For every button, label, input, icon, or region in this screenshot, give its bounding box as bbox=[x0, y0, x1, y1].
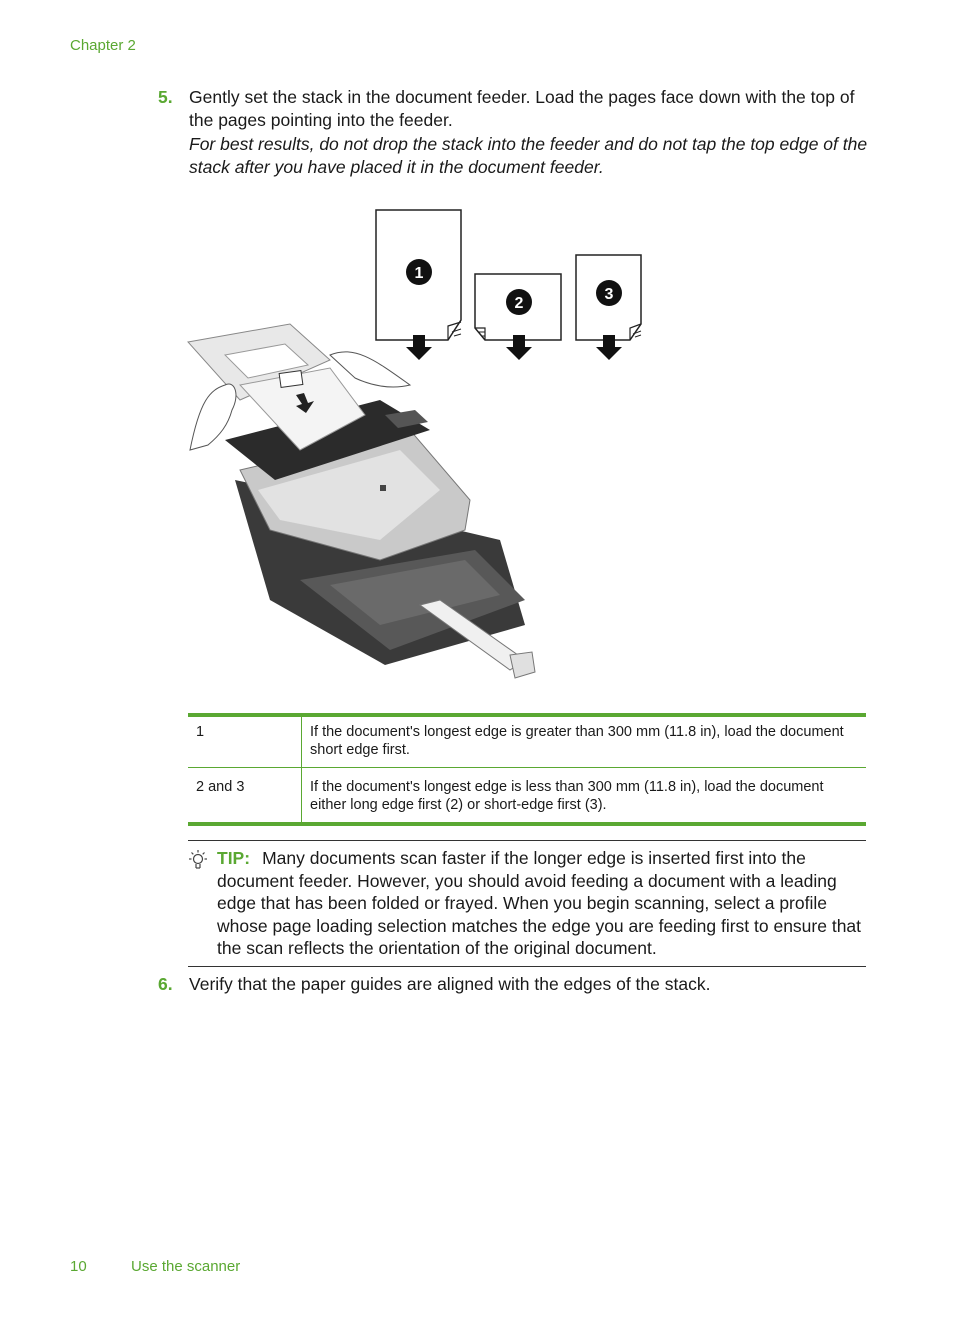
legend-table bbox=[188, 713, 866, 826]
callout-2: 2 bbox=[514, 295, 524, 312]
page-diagram-2 bbox=[475, 274, 561, 360]
lightbulb-icon bbox=[188, 849, 208, 871]
legend-key: 1 bbox=[188, 713, 302, 768]
page-diagram-1 bbox=[376, 210, 461, 360]
table-row bbox=[188, 768, 866, 825]
callout-3: 3 bbox=[604, 286, 614, 303]
footer-section-title: Use the scanner bbox=[131, 1258, 241, 1275]
step-number: 5. bbox=[158, 87, 173, 107]
scanner-drawing bbox=[188, 324, 535, 678]
legend-description: If the document's longest edge is greater than 300 mm (11.8 in), load the document short edge first. bbox=[310, 724, 844, 758]
chapter-header: Chapter 2 bbox=[70, 37, 136, 54]
tip-text bbox=[217, 847, 867, 960]
callout-1: 1 bbox=[414, 265, 424, 282]
table-row bbox=[188, 713, 866, 768]
tip-label: TIP: bbox=[217, 848, 251, 868]
legend-description: If the document's longest edge is less than 300 mm (11.8 in), load the document either long edge first (2) or short-edge first (3). bbox=[310, 779, 824, 813]
step-6 bbox=[158, 973, 878, 996]
tip-body: Many documents scan faster if the longer edge is inserted first into the document feeder. However, you should avoid feeding a document with a leading edge that has been folded or frayed. When you begin scanning, select a profile whose page loading selection matches the edge you are feeding first to ensure that the scan reflects the orientation of the original document. bbox=[217, 848, 862, 958]
scanner-loading-illustration bbox=[180, 200, 650, 690]
step-5 bbox=[158, 86, 878, 178]
step-text: Gently set the stack in the document feeder. Load the pages face down with the top of the pages pointing into the feeder. bbox=[189, 87, 855, 130]
page-diagram-3 bbox=[576, 255, 641, 360]
tip-box bbox=[188, 840, 866, 967]
table-top-rule bbox=[188, 713, 866, 717]
step-text: Verify that the paper guides are aligned with the edges of the stack. bbox=[189, 974, 711, 994]
step-note: For best results, do not drop the stack into the feeder and do not tap the top edge of the stack after you have placed it in the document feeder. bbox=[189, 134, 868, 177]
legend-key: 2 and 3 bbox=[188, 768, 302, 825]
step-number: 6. bbox=[158, 974, 173, 994]
page-number: 10 bbox=[70, 1258, 87, 1275]
